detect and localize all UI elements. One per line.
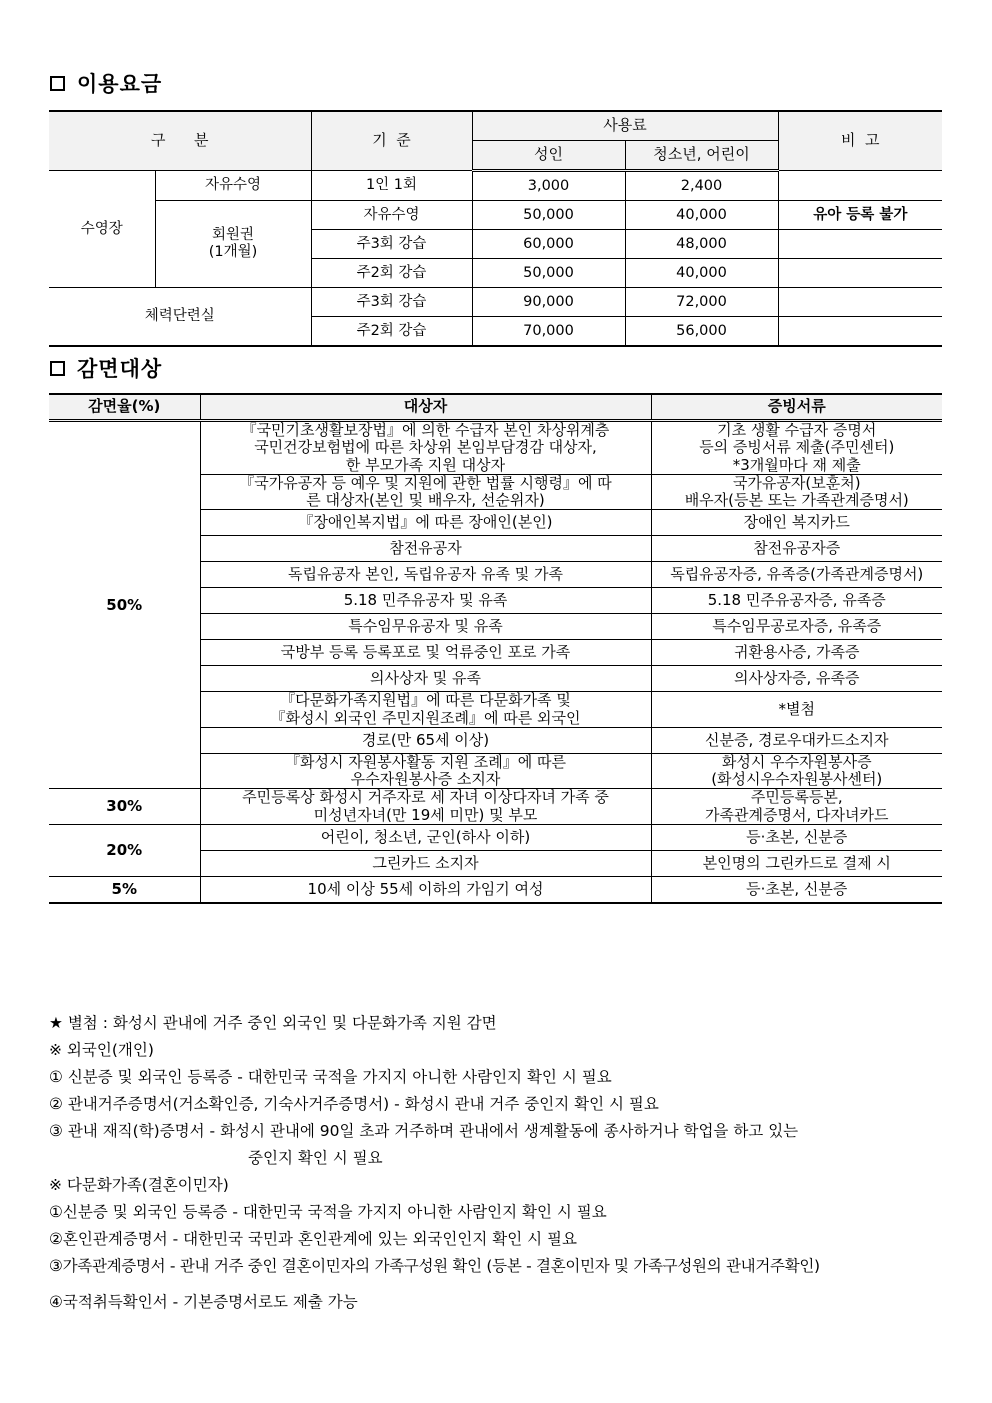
youth-fee-cell: 40,000: [625, 201, 778, 230]
target-line: 『화성시 외국인 주민지원조례』에 따른 외국인: [270, 708, 581, 727]
youth-fee-cell: 56,000: [625, 317, 778, 347]
table-row: [49, 288, 942, 317]
document-line: 본인명의 그린카드로 결제 시: [702, 853, 891, 872]
fee-section-title-text: 이용요금: [77, 72, 163, 96]
square-bullet-icon: [50, 76, 65, 91]
document-cell: [651, 824, 942, 850]
table-row: [49, 789, 942, 825]
discount-section-title: [50, 353, 162, 383]
document-line: 참전유공자증: [753, 539, 841, 558]
header-fee: 사용료: [472, 111, 778, 141]
target-cell: [200, 510, 651, 536]
target-line: 의사상자 및 유족: [370, 669, 481, 688]
fee-section-title: [50, 68, 162, 98]
target-cell: [200, 666, 651, 692]
standard-cell: 주3회 강습: [311, 230, 472, 259]
document-cell: [651, 789, 942, 825]
discount-rate-cell: 50%: [49, 421, 200, 789]
target-cell: [200, 789, 651, 825]
note-cell: 유아 등록 불가: [778, 201, 942, 230]
standard-cell: 주3회 강습: [311, 288, 472, 317]
document-line: 독립유공자증, 유족증(가족관계증명서): [670, 565, 924, 584]
header-document: 증빙서류: [651, 394, 942, 421]
target-line: 『다문화가족지원법』에 따른 다문화가족 및: [280, 691, 571, 710]
table-row: [49, 201, 942, 230]
header-adult: 성인: [472, 141, 625, 171]
document-line: 5.18 민주유공자증, 유족증: [707, 591, 886, 610]
member-label: [155, 201, 311, 288]
note-cell: [778, 230, 942, 259]
target-cell: [200, 588, 651, 614]
pool-label: 수영장: [49, 171, 155, 288]
target-line: 한 부모가족 지원 대상자: [345, 455, 506, 474]
free-swim-label: 자유수영: [155, 171, 311, 201]
standard-cell: 자유수영: [311, 201, 472, 230]
document-cell: [651, 876, 942, 903]
target-cell: [200, 850, 651, 876]
youth-fee-cell: 40,000: [625, 259, 778, 288]
target-line: 『국민기초생활보장법』에 의한 수급자 본인 차상위계층: [241, 421, 610, 439]
target-line: 『국가유공자 등 예우 및 지원에 관한 법률 시행령』에 따: [239, 473, 612, 492]
target-line: 참전유공자: [389, 539, 462, 558]
adult-fee-cell: 3,000: [472, 171, 625, 201]
discount-rate-cell: 20%: [49, 824, 200, 876]
document-line: 등·초본, 신분증: [746, 879, 848, 898]
foreigner-item: ① 신분증 및 외국인 등록증 - 대한민국 국적을 가지지 아니한 사람인지 확인 시 필요: [49, 1068, 612, 1086]
square-bullet-icon: [50, 361, 65, 376]
header-note: 비 고: [778, 111, 942, 171]
document-cell: [651, 536, 942, 562]
document-line: 화성시 우수자원봉사증: [721, 752, 872, 771]
document-cell: [651, 666, 942, 692]
target-cell: [200, 876, 651, 903]
foreigner-item: ② 관내거주증명서(거소확인증, 기숙사거주증명서) - 화성시 관내 거주 중인지 확인 시 필요: [49, 1095, 659, 1113]
youth-fee-cell: 48,000: [625, 230, 778, 259]
header-category: 구 분: [49, 111, 311, 171]
multicultural-item: ④국적취득확인서 - 기본증명서로도 제출 가능: [49, 1293, 358, 1311]
document-line: 특수임무공로자증, 유족증: [712, 617, 882, 636]
gym-label: 체력단련실: [49, 288, 311, 347]
table-row: [49, 824, 942, 850]
document-cell: [651, 588, 942, 614]
target-cell: [200, 474, 651, 510]
discount-table: [49, 393, 942, 904]
document-line: 등·초본, 신분증: [746, 827, 848, 846]
standard-cell: 주2회 강습: [311, 317, 472, 347]
target-line: 주민등록상 화성시 거주자로 세 자녀 이상다자녀 가족 중: [242, 788, 609, 807]
document-line: 등의 증빙서류 제출(주민센터): [699, 438, 895, 457]
discount-rate-cell: 30%: [49, 789, 200, 825]
document-cell: [651, 727, 942, 753]
header-rate: 감면율(%): [49, 394, 200, 421]
document-cell: [651, 421, 942, 475]
note-cell: [778, 171, 942, 201]
target-line: 미성년자녀(만 19세 미만) 및 부모: [313, 805, 538, 824]
document-line: 배우자(등본 또는 가족관계증명서): [684, 491, 909, 509]
notes: [49, 1010, 949, 1316]
document-cell: [651, 850, 942, 876]
adult-fee-cell: 70,000: [472, 317, 625, 347]
target-cell: [200, 640, 651, 666]
standard-cell: 주2회 강습: [311, 259, 472, 288]
document-line: 귀환용사증, 가족증: [734, 643, 860, 662]
multicultural-item: ②혼인관계증명서 - 대한민국 국민과 혼인관계에 있는 외국인인지 확인 시 필요: [49, 1230, 577, 1248]
target-line: 10세 이상 55세 이하의 가임기 여성: [307, 879, 544, 898]
document-cell: [651, 510, 942, 536]
target-line: 어린이, 청소년, 군인(하사 이하): [320, 827, 531, 846]
table-row: [49, 421, 942, 475]
foreigner-item: ③ 관내 재직(학)증명서 - 화성시 관내에 90일 초과 거주하며 관내에서 생계활동에 종사하거나 학업을 하고 있는: [49, 1122, 799, 1140]
target-cell: [200, 421, 651, 475]
target-line: 른 대상자(본인 및 배우자, 선순위자): [306, 491, 545, 509]
target-line: 경로(만 65세 이상): [361, 730, 490, 749]
note-cell: [778, 259, 942, 288]
adult-fee-cell: 50,000: [472, 259, 625, 288]
multicultural-item: ①신분증 및 외국인 등록증 - 대한민국 국적을 가지지 아니한 사람인지 확인 시 필요: [49, 1203, 607, 1221]
standard-cell: 1인 1회: [311, 171, 472, 201]
note-cell: [778, 317, 942, 347]
target-cell: [200, 562, 651, 588]
target-line: 특수임무유공자 및 유족: [348, 617, 503, 636]
target-cell: [200, 753, 651, 789]
note-star: ★ 별첨 : 화성시 관내에 거주 중인 외국인 및 다문화가족 지원 감면: [49, 1014, 497, 1032]
document-cell: [651, 474, 942, 510]
target-line: 국민건강보험법에 따른 차상위 본임부담경감 대상자,: [254, 438, 597, 457]
foreigner-heading: ※ 외국인(개인): [49, 1041, 154, 1059]
fee-table: [49, 110, 942, 347]
target-cell: [200, 692, 651, 728]
document-line: 기초 생활 수급자 증명서: [717, 421, 877, 439]
document-line: *별첨: [778, 699, 815, 718]
multicultural-item: ③가족관계증명서 - 관내 거주 중인 결혼이민자의 가족구성원 확인 (등본 - 결혼이민자 및 가족구성원의 관내거주확인): [49, 1257, 820, 1275]
header-target: 대상자: [200, 394, 651, 421]
document-cell: [651, 562, 942, 588]
document-line: *3개월마다 재 제출: [732, 455, 861, 474]
member-label-sub: (1개월): [208, 244, 258, 260]
header-youth: 청소년, 어린이: [625, 141, 778, 171]
header-standard: 기 준: [311, 111, 472, 171]
document-cell: [651, 640, 942, 666]
document-line: 가족관계증명서, 다자녀카드: [705, 805, 889, 824]
adult-fee-cell: 60,000: [472, 230, 625, 259]
document-line: 신분증, 경로우대카드소지자: [705, 730, 889, 749]
target-line: 『화성시 자원봉사활동 지원 조례』에 따른: [285, 752, 566, 771]
document-line: 장애인 복지카드: [743, 513, 850, 532]
document-line: (화성시우수자원봉사센터): [711, 770, 883, 788]
target-line: 국방부 등록 등록포로 및 억류중인 포로 가족: [280, 643, 571, 662]
document-line: 의사상자증, 유족증: [734, 669, 860, 688]
adult-fee-cell: 90,000: [472, 288, 625, 317]
target-cell: [200, 824, 651, 850]
document-cell: [651, 614, 942, 640]
target-cell: [200, 536, 651, 562]
adult-fee-cell: 50,000: [472, 201, 625, 230]
foreigner-item-continued: 중인지 확인 시 필요: [248, 1149, 383, 1167]
target-cell: [200, 727, 651, 753]
discount-rate-cell: 5%: [49, 876, 200, 903]
document-cell: [651, 692, 942, 728]
target-cell: [200, 614, 651, 640]
youth-fee-cell: 2,400: [625, 171, 778, 201]
multicultural-heading: ※ 다문화가족(결혼이민자): [49, 1176, 229, 1194]
table-row: [49, 171, 942, 201]
document-line: 국가유공자(보훈처): [732, 473, 861, 492]
youth-fee-cell: 72,000: [625, 288, 778, 317]
note-cell: [778, 288, 942, 317]
document-line: 주민등록등본,: [750, 788, 843, 807]
target-line: 『장애인복지법』에 따른 장애인(본인): [298, 513, 553, 532]
document-cell: [651, 753, 942, 789]
member-label-text: 회원권: [211, 227, 255, 244]
target-line: 독립유공자 본인, 독립유공자 유족 및 가족: [288, 565, 563, 584]
table-row: [49, 876, 942, 903]
discount-section-title-text: 감면대상: [77, 357, 163, 381]
target-line: 5.18 민주유공자 및 유족: [343, 591, 508, 610]
target-line: 그린카드 소지자: [372, 853, 479, 872]
target-line: 우수자원봉사증 소지자: [350, 770, 501, 788]
